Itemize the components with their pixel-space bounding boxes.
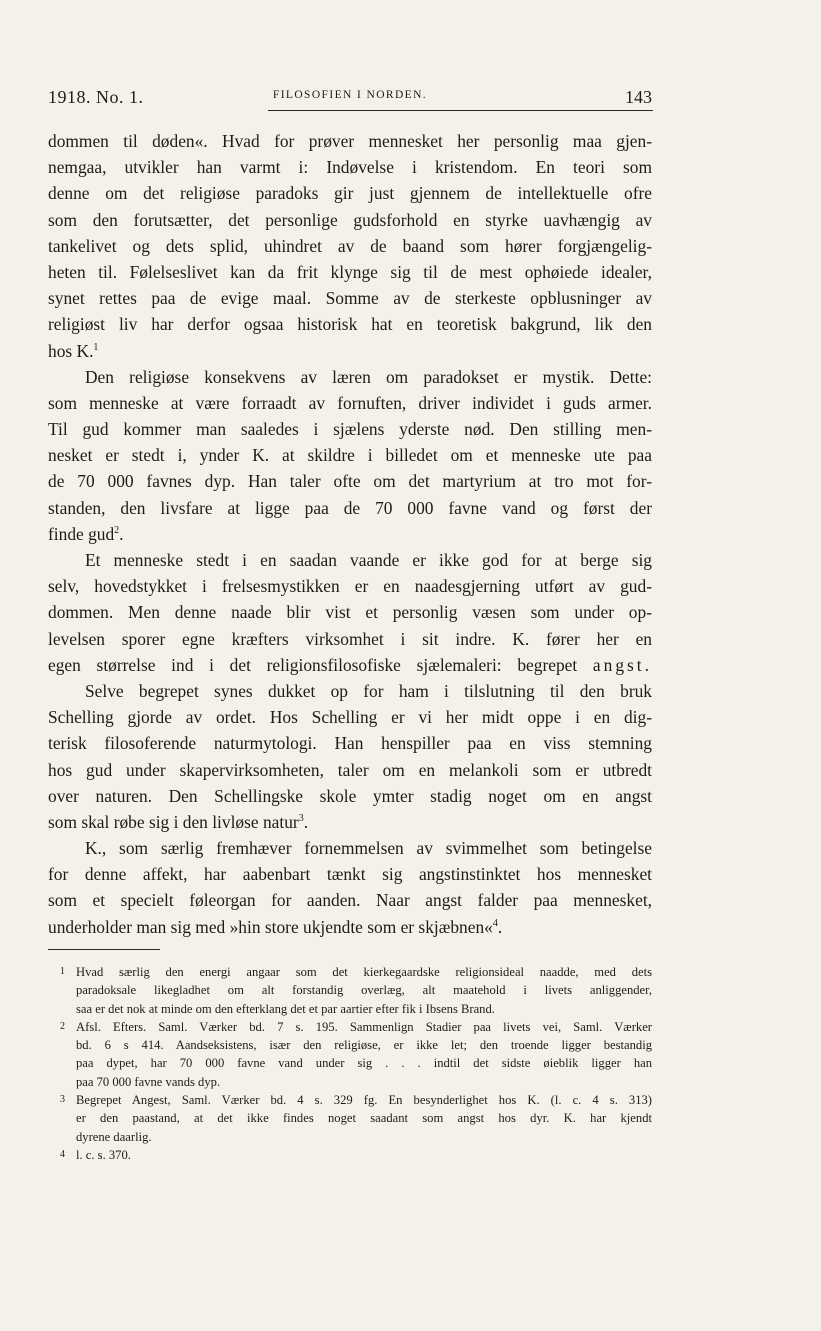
text-segment: egen størrelse ind i det religionsfilosofiske sjælemaleri: begrepet [48,654,578,675]
footnotes [48,963,652,1164]
footnote-number: 1 [60,966,65,977]
text-segment: underholder man sig med »hin store ukjendte som er skjæbnen« [48,916,493,937]
text-line: denne om det religiøse paradoks gir just gjennem de intellektuelle ofre [48,183,652,204]
text-line: selv, hovedstykket i frelsesmystikken er en naadesgjerning utført av gud- [48,576,652,597]
footnote [48,963,652,1018]
text-line [48,521,652,547]
text-line: over naturen. Den Schellingske skole ymter stadig noget om en angst [48,785,652,806]
text-line: levelsen sporer egne kræfters virksomhet i sit indre. K. fører her en [48,628,652,649]
text-segment: som skal røbe sig i den livløse natur [48,811,299,832]
footnote-line: Begrepet Angest, Saml. Værker bd. 4 s. 329 fg. En besynderlighet hos K. (l. c. 4 s. 313) [76,1093,652,1108]
footnote-line: bd. 6 s 414. Aandseksistens, især den religiøse, er ikke let; den troende ligger bestandig [76,1038,652,1053]
footnote [48,1018,652,1091]
page-number: 143 [625,87,652,107]
running-header [48,86,652,110]
footnote [48,1146,652,1164]
text-line [48,809,652,835]
header-title: FILOSOFIEN I NORDEN. [272,89,428,101]
footnote-line: paa 70 000 favne vands dyp. [76,1074,221,1089]
text-line: dommen. Men denne naade blir vist et personlig væsen som under op- [48,602,652,623]
footnote-number: 4 [60,1148,65,1160]
text-line [48,338,652,364]
text-line: som den forutsætter, det personlige gudsforhold en styrke uavhængig av [48,209,652,230]
header-volume: 1918. No. 1. [48,87,144,107]
text-line: nemgaa, utvikler han varmt i: Indøvelse i kristendom. En teori som [48,157,652,178]
text-line: heten til. Følelseslivet kan da frit klynge sig til de mest ophøiede idealer, [48,261,652,282]
text-line: Schelling gjorde av ordet. Hos Schelling er vi her midt oppe i en dig- [48,707,652,728]
text-line: for denne affekt, har aabenbart tænkt sig angstinstinktet hos mennesket [48,864,652,885]
text-line: hos gud under skapervirksomheten, taler om en melankoli som er utbredt [48,759,652,780]
text-line: nesket er stedt i, ynder K. at skildre i billedet om et menneske ute paa [48,445,652,466]
spaced-word: angst. [592,654,652,675]
text-line: Et menneske stedt i en saadan vaande er ikke god for at berge sig [85,550,652,570]
body-text [48,128,652,940]
text-line: Den religiøse konsekvens av læren om paradokset er mystik. Dette: [85,366,652,387]
footnote-ref[interactable]: 1 [93,341,99,353]
text-line: standen, den livsfare at ligge paa de 70 000 favne vand og først der [48,497,652,518]
text-line: Til gud kommer man saaledes i sjælens yderste nød. Den stilling men- [48,419,652,440]
header-rule [268,110,653,111]
footnote-ref[interactable]: 2 [114,524,120,536]
text-line: tankelivet og dets splid, uhindret av de baand som hører forgjængelig- [48,235,652,256]
text-line: K., som særlig fremhæver fornemmelsen av svimmelhet som betingelse [85,838,652,859]
footnote-ref[interactable]: 3 [298,812,304,824]
footnote-rule [48,949,160,950]
footnote-ref[interactable]: 4 [492,917,498,929]
text-line: de 70 000 favnes dyp. Han taler ofte om det martyrium at tro mot for- [48,471,652,492]
text-line: religiøst liv har derfor ogsaa historisk hat en teoretisk bakgrund, lik den [48,314,652,335]
footnote-line: paradoksale likegladhet om alt forstandig overlæg, alt maatehold i livets anliggender, [76,983,652,998]
text-line: terisk filosoferende naturmytologi. Han henspiller paa en viss stemning [48,733,652,754]
footnote [48,1091,652,1146]
text-line: Selve begrepet synes dukket op for ham i tilslutning til den bruk [85,680,652,701]
text-line: som menneske at være forraadt av fornuften, driver individet i guds armer. [48,392,652,413]
text-line: som et specielt føleorgan for aanden. Naar angst falder paa mennesket, [48,890,652,911]
footnote-line: saa er det nok at minde om den efterklang det et par aartier efter fik i Ibsens Brand. [76,1001,495,1016]
text-line [48,652,652,678]
period: . [303,811,309,832]
footnote-number: 2 [60,1020,65,1032]
footnote-line: dyrene daarlig. [76,1129,152,1144]
text-segment: hos K. [48,340,94,361]
text-line [48,914,652,940]
period: . [119,523,124,544]
footnote-line: l. c. s. 370. [76,1147,131,1162]
footnote-number: 3 [60,1094,65,1106]
footnote-line: paa dypet, har 70 000 favne vand under sig . . . indtil det sidste øieblik ligger han [76,1056,652,1071]
text-segment: finde gud [48,523,115,544]
footnote-line: Hvad særlig den energi angaar som det kierkegaardske religionsideal naadde, med dets [76,965,652,979]
footnote-line: Afsl. Efters. Saml. Værker bd. 7 s. 195. Sammenlign Stadier paa livets vei, Saml. Værker [76,1019,652,1034]
period: . [497,916,503,937]
text-line: dommen til døden«. Hvad for prøver mennesket her personlig maa gjen- [48,131,652,151]
footnote-line: er den paastand, at det ikke findes noget saadant som angst hos dyr. K. har kjendt [76,1111,652,1126]
text-line: synet rettes paa de evige maal. Somme av de sterkeste opblusninger av [48,288,652,309]
